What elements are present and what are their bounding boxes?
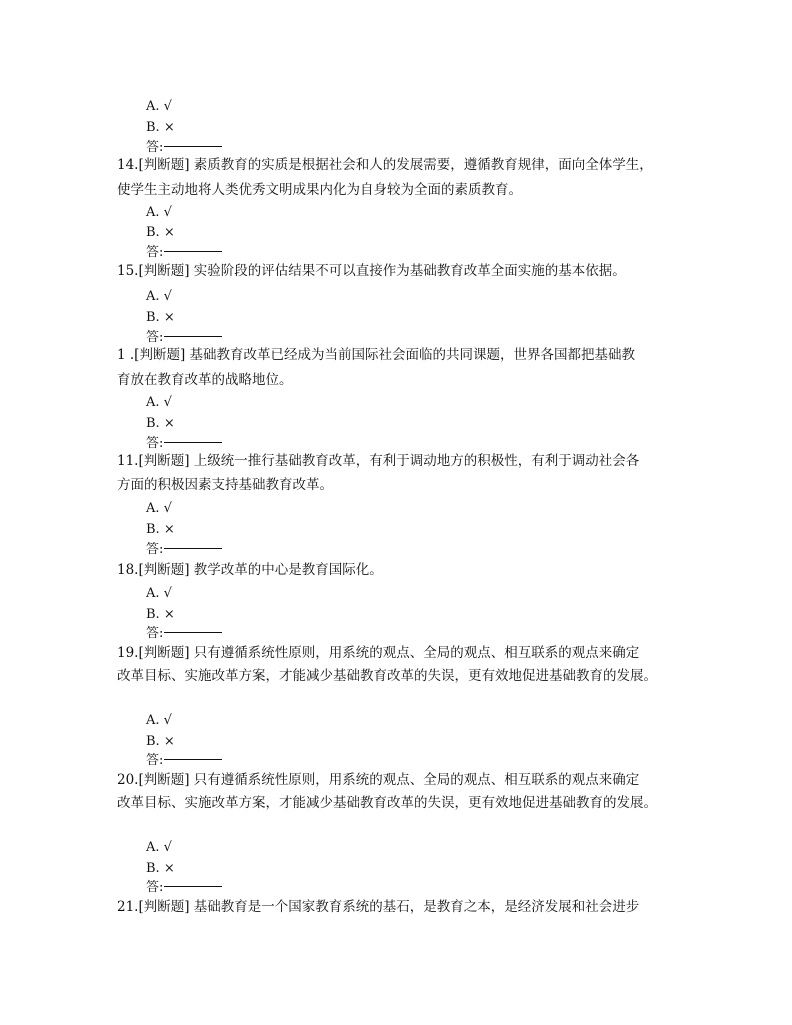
question-11-line-2: 方面的积极因素支持基础教育改革。 xyxy=(117,477,333,493)
option-b: B. × xyxy=(146,861,175,876)
option-a: A. √ xyxy=(146,840,172,855)
question-14-line-2: 使学生主动地将人类优秀文明成果内化为自身较为全面的素质教育。 xyxy=(117,182,522,198)
option-a: A. √ xyxy=(146,99,172,114)
answer-blank xyxy=(164,632,222,633)
question-1-line-1: 1 .[判断题] 基础教育改革已经成为当前国际社会面临的共同课题，世界各国都把基础教 xyxy=(117,347,635,363)
answer-line xyxy=(146,623,222,644)
option-a: A. √ xyxy=(146,586,172,601)
answer-label: 答: xyxy=(146,880,164,895)
answer-label: 答: xyxy=(146,626,164,641)
option-b: B. × xyxy=(146,607,175,622)
answer-label: 答: xyxy=(146,436,164,451)
option-a: A. √ xyxy=(146,713,172,728)
option-b: B. × xyxy=(146,310,175,325)
answer-blank xyxy=(164,146,222,147)
option-a: A. √ xyxy=(146,501,172,516)
answer-line xyxy=(146,539,222,560)
question-15-line-1: 15.[判断题] 实验阶段的评估结果不可以直接作为基础教育改革全面实施的基本依据。 xyxy=(117,263,626,279)
question-19-line-2: 改革目标、实施改革方案，才能减少基础教育改革的失误，更有效地促进基础教育的发展。 xyxy=(117,668,657,684)
option-a: A. √ xyxy=(146,395,172,410)
question-20-line-2: 改革目标、实施改革方案，才能减少基础教育改革的失误，更有效地促进基础教育的发展。 xyxy=(117,795,657,811)
answer-label: 答: xyxy=(146,330,164,345)
answer-label: 答: xyxy=(146,542,164,557)
answer-line xyxy=(146,877,222,898)
option-b: B. × xyxy=(146,734,175,749)
option-b: B. × xyxy=(146,120,175,135)
answer-blank xyxy=(164,886,222,887)
option-b: B. × xyxy=(146,416,175,431)
option-b: B. × xyxy=(146,225,175,240)
question-20-line-1: 20.[判断题] 只有遵循系统性原则，用系统的观点、全局的观点、相互联系的观点来确定 xyxy=(117,772,640,788)
option-b: B. × xyxy=(146,522,175,537)
question-21-line-1: 21.[判断题] 基础教育是一个国家教育系统的基石，是教育之本，是经济发展和社会进步 xyxy=(117,899,640,915)
question-18-line-1: 18.[判断题] 教学改革的中心是教育国际化。 xyxy=(117,562,383,578)
answer-blank xyxy=(164,759,222,760)
option-a: A. √ xyxy=(146,289,172,304)
answer-label: 答: xyxy=(146,753,164,768)
answer-blank xyxy=(164,442,222,443)
answer-label: 答: xyxy=(146,140,164,155)
question-11-line-1: 11.[判断题] 上级统一推行基础教育改革，有利于调动地方的积极性，有利于调动社会各 xyxy=(117,453,640,469)
question-19-line-1: 19.[判断题] 只有遵循系统性原则，用系统的观点、全局的观点、相互联系的观点来确定 xyxy=(117,645,640,661)
answer-label: 答: xyxy=(146,245,164,260)
option-a: A. √ xyxy=(146,205,172,220)
question-1-line-2: 育放在教育改革的战略地位。 xyxy=(117,372,293,388)
answer-line xyxy=(146,242,222,263)
answer-blank xyxy=(164,251,222,252)
question-14-line-1: 14.[判断题] 素质教育的实质是根据社会和人的发展需要，遵循教育规律，面向全体学生， xyxy=(117,157,653,173)
answer-blank xyxy=(164,336,222,337)
answer-blank xyxy=(164,548,222,549)
answer-line xyxy=(146,750,222,771)
